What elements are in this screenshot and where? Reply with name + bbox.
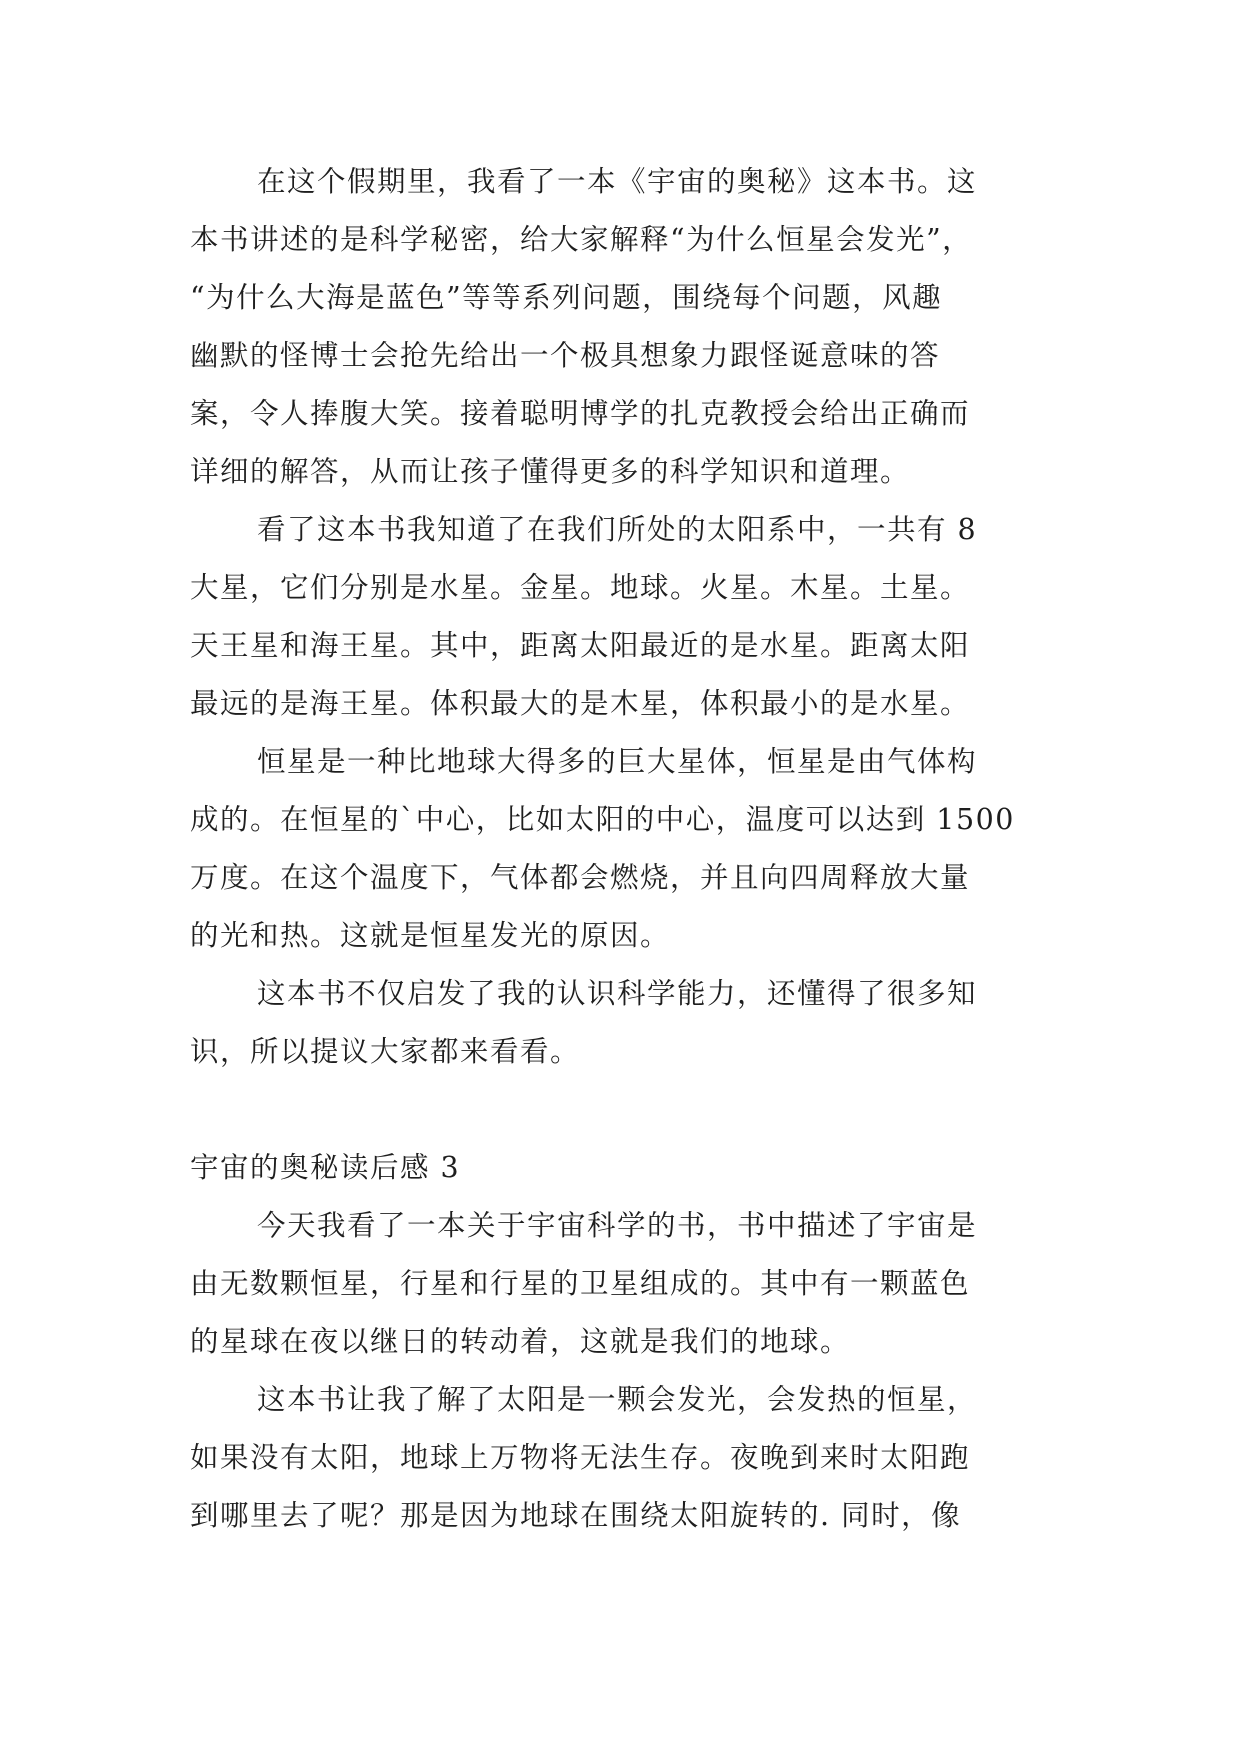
paragraph-line: 恒星是一种比地球大得多的巨大星体，恒星是由气体构 <box>257 745 978 778</box>
paragraph-line: 这本书让我了解了太阳是一颗会发光，会发热的恒星， <box>257 1383 978 1416</box>
paragraph-line: 识，所以提议大家都来看看。 <box>190 1035 581 1068</box>
paragraph-line: 本书讲述的是科学秘密，给大家解释“为什么恒星会发光”， <box>190 223 973 256</box>
paragraph-3 <box>190 733 1090 965</box>
section-heading <box>190 1139 1090 1197</box>
paragraph-line: 如果没有太阳，地球上万物将无法生存。夜晚到来时太阳跑 <box>190 1441 971 1474</box>
paragraph-line: 幽默的怪博士会抢先给出一个极具想象力跟怪诞意味的答 <box>190 339 941 372</box>
paragraph-line: 大星，它们分别是水星。金星。地球。火星。木星。土星。 <box>190 571 971 604</box>
paragraph-line: 看了这本书我知道了在我们所处的太阳系中，一共有 8 <box>257 513 978 546</box>
paragraph-4 <box>190 965 1090 1081</box>
paragraph-line: 成的。在恒星的`中心，比如太阳的中心，温度可以达到 1500 <box>190 803 1015 836</box>
section-heading-text: 宇宙的奥秘读后感 3 <box>190 1151 461 1184</box>
paragraph-2 <box>190 501 1090 733</box>
paragraph-line: 今天我看了一本关于宇宙科学的书，书中描述了宇宙是 <box>257 1209 978 1242</box>
paragraph-line: 详细的解答，从而让孩子懂得更多的科学知识和道理。 <box>190 455 911 488</box>
paragraph-line: 案，令人捧腹大笑。接着聪明博学的扎克教授会给出正确而 <box>190 397 971 430</box>
paragraph-line: 到哪里去了呢？那是因为地球在围绕太阳旋转的. 同时，像 <box>190 1499 962 1532</box>
paragraph-line: 由无数颗恒星，行星和行星的卫星组成的。其中有一颗蓝色 <box>190 1267 971 1300</box>
section-paragraph-1 <box>190 1197 1090 1371</box>
paragraph-line: 最远的是海王星。体积最大的是木星，体积最小的是水星。 <box>190 687 971 720</box>
document-body <box>190 153 1090 1545</box>
paragraph-line: 的星球在夜以继日的转动着，这就是我们的地球。 <box>190 1325 851 1358</box>
paragraph-line: 万度。在这个温度下，气体都会燃烧，并且向四周释放大量 <box>190 861 971 894</box>
section-paragraph-2 <box>190 1371 1090 1545</box>
paragraph-1 <box>190 153 1090 501</box>
paragraph-line: “为什么大海是蓝色”等等系列问题，围绕每个问题，风趣 <box>190 281 943 314</box>
paragraph-line: 在这个假期里，我看了一本《宇宙的奥秘》这本书。这 <box>257 165 978 198</box>
section-spacer <box>190 1081 1090 1139</box>
paragraph-line: 这本书不仅启发了我的认识科学能力，还懂得了很多知 <box>257 977 978 1010</box>
paragraph-line: 天王星和海王星。其中，距离太阳最近的是水星。距离太阳 <box>190 629 971 662</box>
paragraph-line: 的光和热。这就是恒星发光的原因。 <box>190 919 671 952</box>
